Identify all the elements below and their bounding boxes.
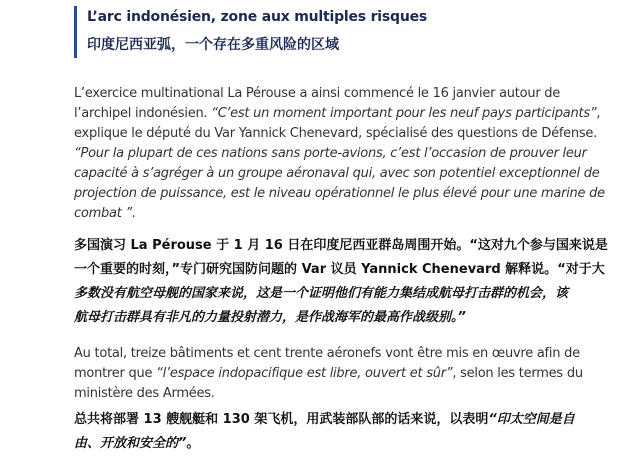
text-line: 由、开放和安全的”。 — [74, 436, 200, 451]
quote: “C’est un moment important pour les neuf pays participants” — [211, 106, 597, 121]
quote-line: 航母打击群具有非凡的力量投射潜力，是作战海军的最高作战级别。” — [74, 310, 466, 325]
text-line: 总共将部署 13 艘舰艇和 130 架飞机，用武装部队部的话来说，以表明“印太空间是自 — [74, 412, 575, 427]
text-line: Au total, treize bâtiments et cent trente aéronefs vont être mis en œuvre afin de — [74, 346, 580, 361]
quote: 由、开放和安全的” — [74, 436, 187, 451]
paragraph-french-1 — [74, 84, 629, 224]
quote-line: projection de puissance, est le niveau opérationnel le plus élevé pour une marine de — [74, 186, 605, 201]
heading-french: L’arc indonésien, zone aux multiples risques — [87, 9, 428, 25]
heading-chinese: 印度尼西亚弧，一个存在多重风险的区域 — [87, 37, 339, 53]
text-line: l’archipel indonésien. “C’est un moment important pour les neuf pays participants”, — [74, 106, 601, 121]
text-line: L’exercice multinational La Pérouse a ainsi commencé le 16 janvier autour de — [74, 86, 561, 101]
text-line: explique le député du Var Yannick Chenevard, spécialisé des questions de Défense. — [74, 126, 598, 141]
quote: “l’espace indopacifique est libre, ouvert et sûr” — [156, 366, 453, 381]
text-line: montrer que “l’espace indopacifique est libre, ouvert et sûr”, selon les termes du — [74, 366, 583, 381]
quote-line: “Pour la plupart de ces nations sans porte-avions, c’est l’occasion de prouver leur — [74, 146, 587, 161]
text-line: ministère des Armées. — [74, 386, 215, 401]
quote-line: 多数没有航空母舰的国家来说，这是一个证明他们有能力集结成航母打击群的机会，该 — [74, 286, 569, 301]
quote-line: capacité à s’agréger à un groupe aéronaval qui, avec son potentiel exceptionnel de — [74, 166, 600, 181]
text-line: 一个重要的时刻，”专门研究国防问题的 Var 议员 Yannick Chenevard 解释说。“对于大 — [74, 262, 605, 277]
paragraph-french-2 — [74, 344, 629, 404]
quote-line: combat ”. — [74, 206, 136, 221]
text-line: 多国演习 La Pérouse 于 1 月 16 日在印度尼西亚群岛周围开始。“这对九个参与国来说是 — [74, 238, 608, 253]
quote: “印太空间是自 — [488, 412, 575, 427]
paragraph-chinese-2 — [74, 408, 634, 456]
paragraph-chinese-1 — [74, 234, 634, 330]
section-heading — [74, 6, 617, 58]
